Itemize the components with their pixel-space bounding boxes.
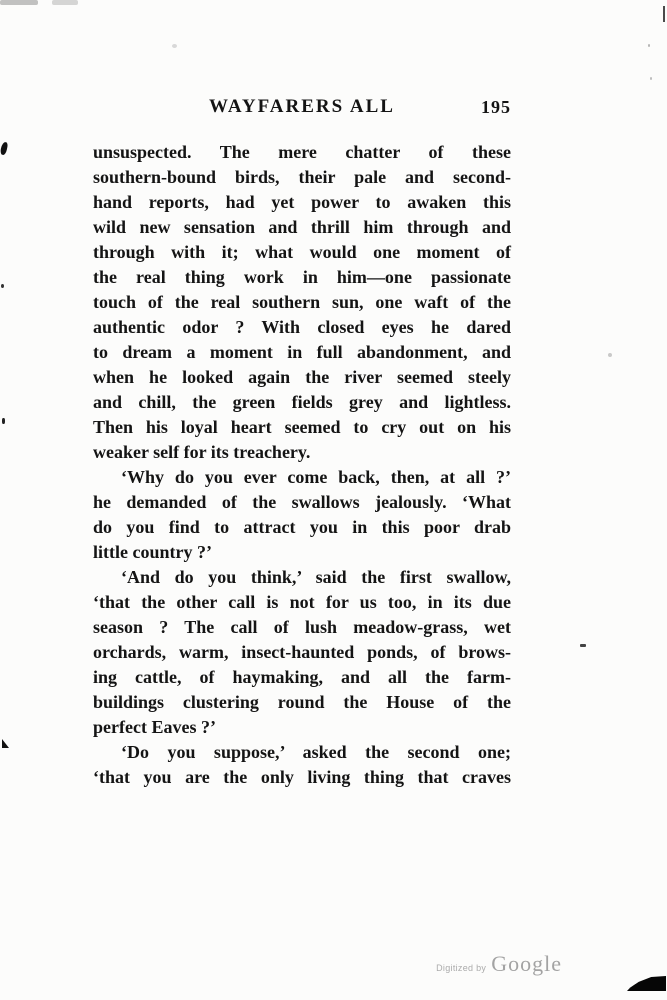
- scan-smudge-top-left-2: [52, 0, 78, 5]
- text-line: ‘that you are the only living thing that craves: [93, 767, 511, 787]
- scan-speck: [650, 77, 652, 80]
- text-line: he demanded of the swallows jealously. ‘What: [93, 492, 511, 512]
- scan-smudge-top-left: [0, 0, 38, 5]
- scan-speck: [648, 44, 650, 47]
- page-corner-shadow: [627, 974, 666, 991]
- scan-speck: [172, 44, 177, 48]
- text-line: perfect Eaves ?’: [93, 717, 216, 737]
- text-line: ‘Do you suppose,’ asked the second one;: [121, 742, 511, 762]
- text-line: Then his loyal heart seemed to cry out on his: [93, 417, 511, 437]
- text-line: the real thing work in him—one passionate: [93, 267, 511, 287]
- watermark-prefix-label: Digitized by: [436, 963, 487, 973]
- scan-speck: [580, 644, 586, 647]
- text-line: orchards, warm, insect-haunted ponds, of brows-: [93, 642, 511, 662]
- text-line: ‘And do you think,’ said the first swallow,: [121, 567, 511, 587]
- text-line: and chill, the green fields grey and lightless.: [93, 392, 511, 412]
- page-number: 195: [481, 97, 511, 117]
- text-line: touch of the real southern sun, one waft of the: [93, 292, 511, 312]
- text-line: wild new sensation and thrill him through and: [93, 217, 511, 237]
- text-line: little country ?’: [93, 542, 212, 562]
- text-line: season ? The call of lush meadow-grass, wet: [93, 617, 511, 637]
- text-line: weaker self for its treachery.: [93, 442, 311, 462]
- google-logo: Google: [491, 951, 562, 976]
- scan-speck: [608, 353, 612, 357]
- running-title: WAYFARERS ALL: [209, 96, 395, 117]
- text-line: southern-bound birds, their pale and second-: [93, 167, 511, 187]
- text-line: authentic odor ? With closed eyes he dared: [93, 317, 511, 337]
- scan-speck: [2, 739, 9, 748]
- text-line: buildings clustering round the House of the: [93, 692, 511, 712]
- digitized-watermark: [436, 951, 562, 977]
- text-line: ‘that the other call is not for us too, in its due: [93, 592, 511, 612]
- text-line: hand reports, had yet power to awaken this: [93, 192, 511, 212]
- text-line: do you find to attract you in this poor drab: [93, 517, 511, 537]
- scan-speck: [1, 284, 4, 288]
- page-header: [93, 96, 511, 122]
- text-line: unsuspected. The mere chatter of these: [93, 142, 511, 162]
- text-line: ing cattle, of haymaking, and all the farm-: [93, 667, 511, 687]
- text-line: when he looked again the river seemed steely: [93, 367, 511, 387]
- scan-speck: [2, 418, 5, 424]
- page-body: [93, 140, 511, 790]
- text-line: to dream a moment in full abandonment, and: [93, 342, 511, 362]
- scan-speck: [0, 142, 8, 156]
- text-line: ‘Why do you ever come back, then, at all ?’: [121, 467, 511, 487]
- text-line: through with it; what would one moment of: [93, 242, 511, 262]
- scan-edge-mark: [663, 6, 665, 22]
